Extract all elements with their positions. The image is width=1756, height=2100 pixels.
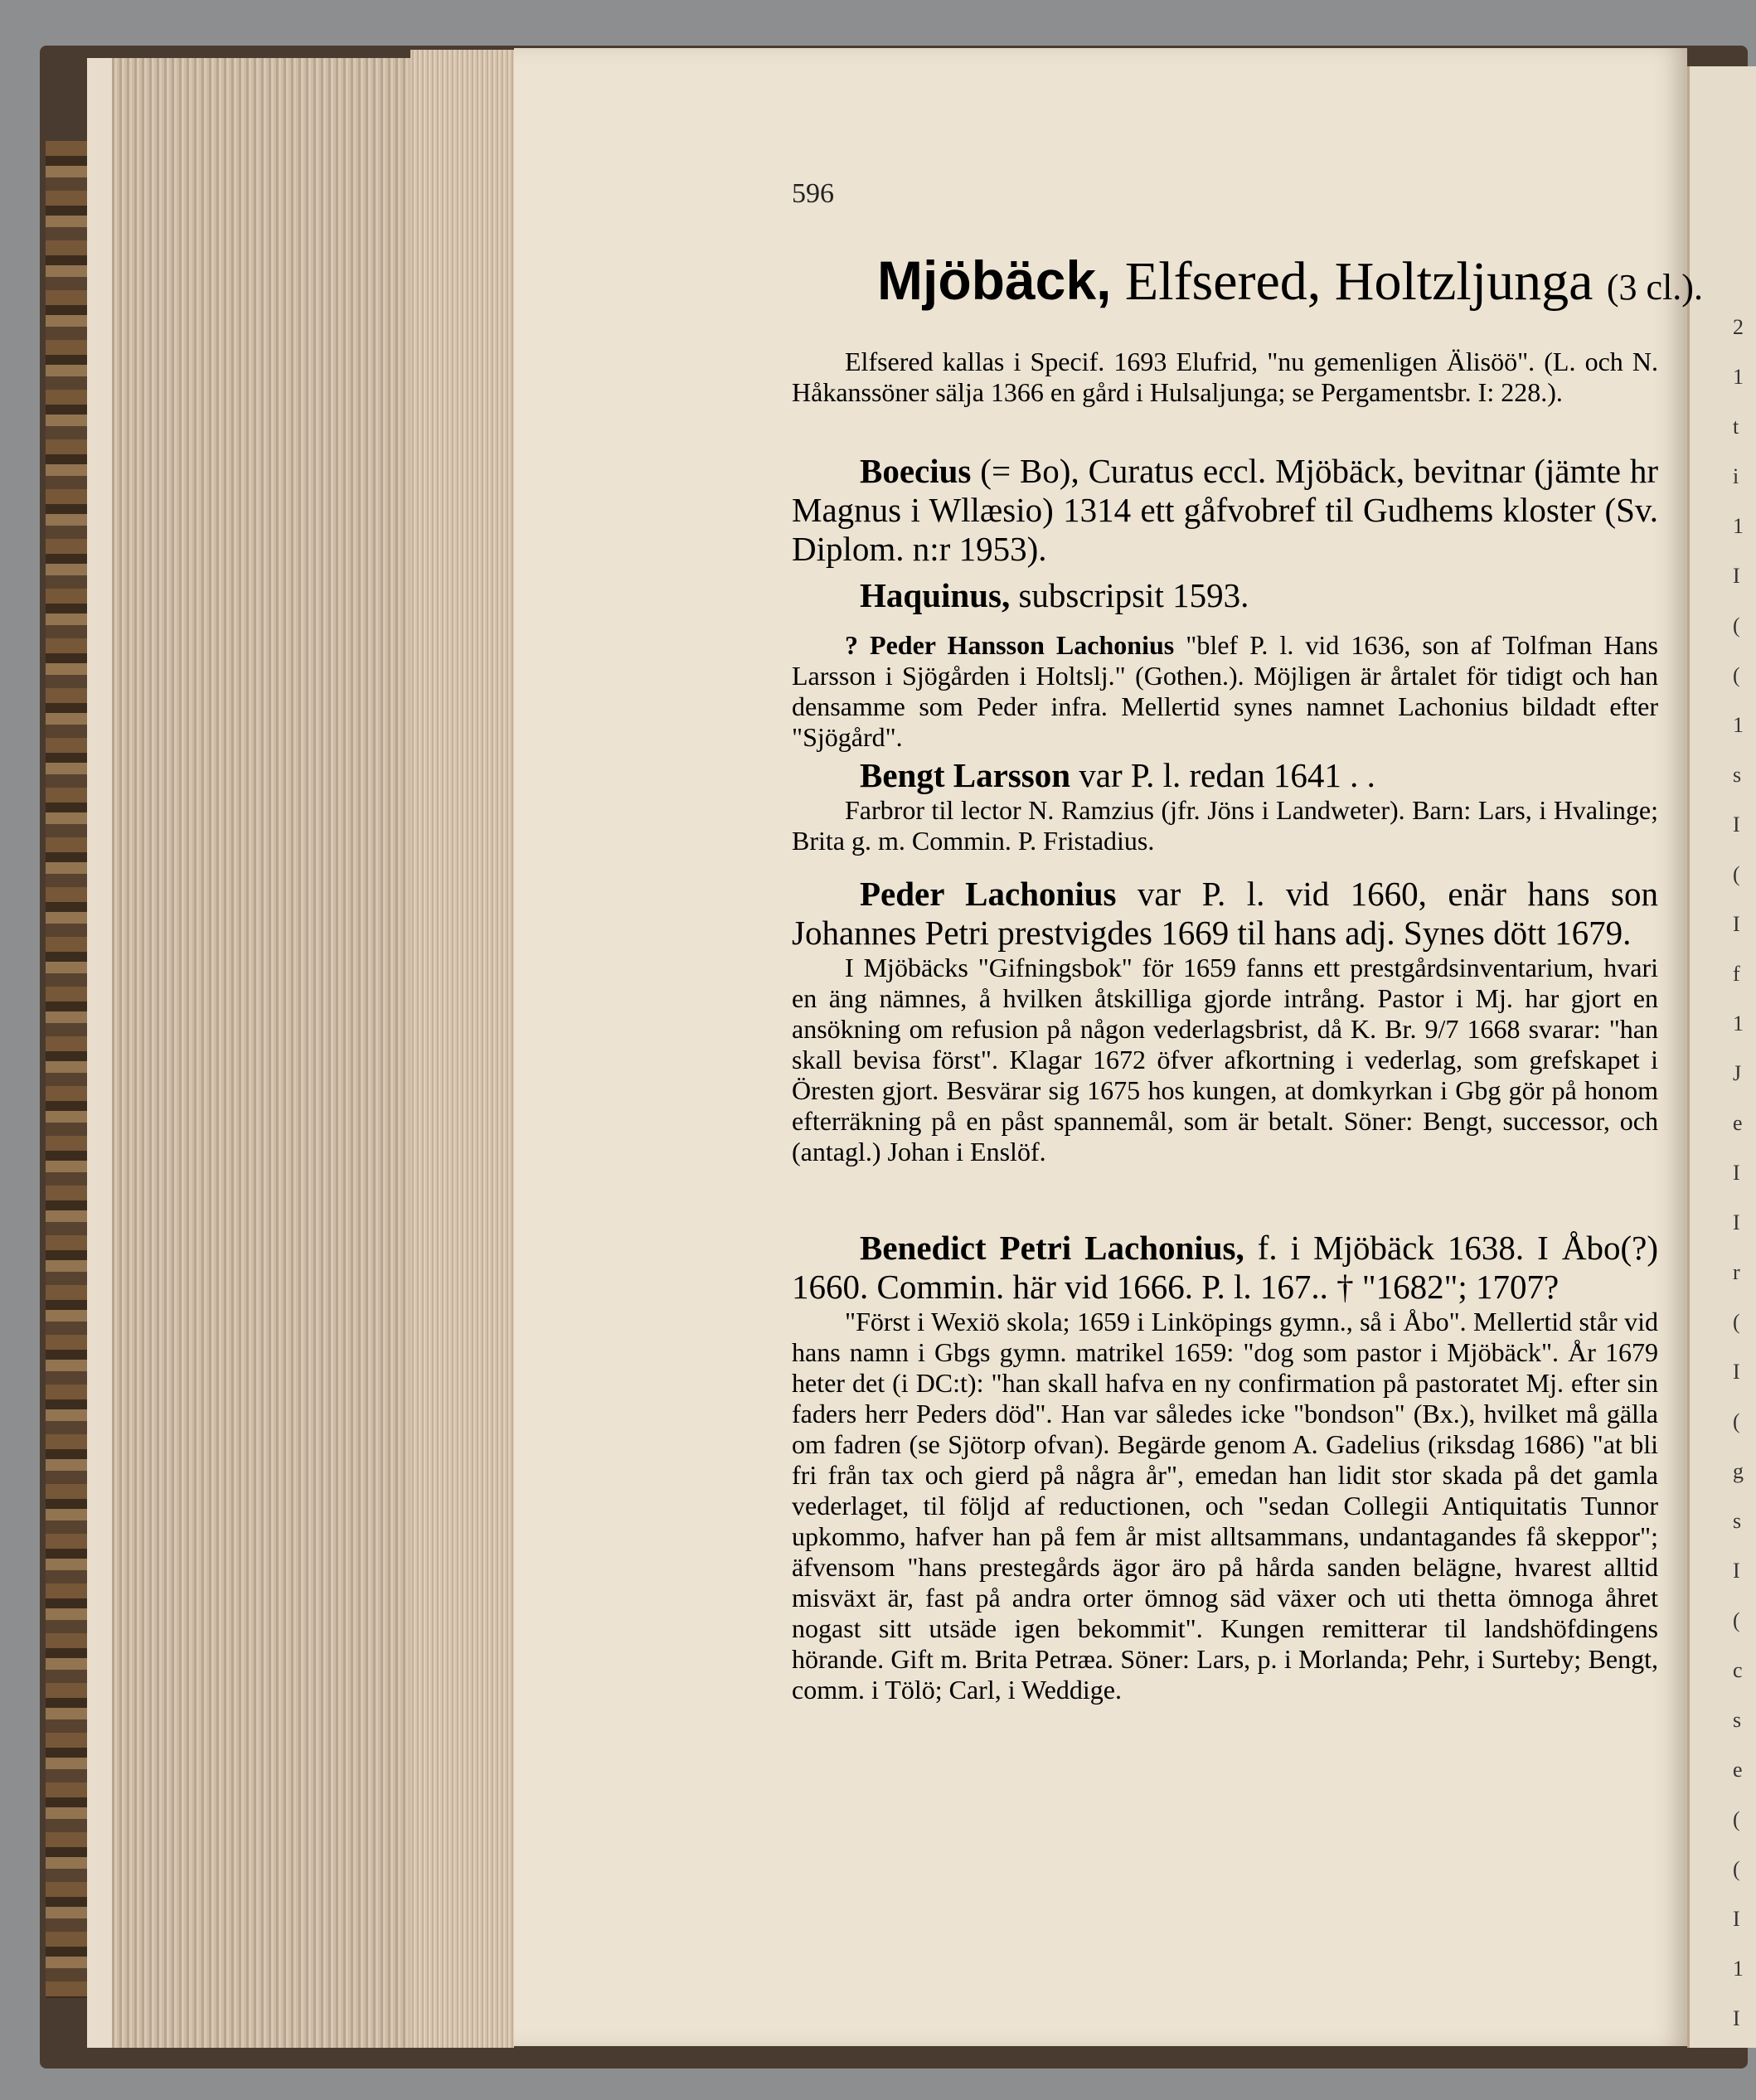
margin-letter: ( — [1733, 1409, 1740, 1433]
heading-places: Elfsered, Holtzljunga — [1111, 251, 1607, 312]
entry-text: var P. l. vid 1660, enär hans son Johannes Petri prestvigdes 1669 til hans adj. Synes dött 1679. — [792, 875, 1658, 952]
margin-letter: 1 — [1733, 514, 1744, 538]
margin-letter: 1 — [1733, 1957, 1744, 1981]
margin-letter: I — [1733, 2006, 1740, 2030]
margin-letter: f — [1733, 962, 1740, 986]
margin-letter: g — [1733, 1459, 1744, 1483]
entry-name: ? Peder Hansson Lachonius — [845, 630, 1175, 660]
margin-letter: ( — [1733, 1608, 1740, 1632]
entry-note: Farbror til lector N. Ramzius (jfr. Jöns i Landweter). Barn: Lars, i Hvalinge; Brita g. m. Commin. P. Fristadius. — [792, 795, 1658, 856]
entry-text: "blef P. l. vid 1636, son af Tolfman Hans Larsson i Sjögården i Holtslj." (Gothen.). Möjligen är årtalet för tidigt och han densamme som Peder infra. Mellertid synes namnet Lachonius bildadt efter "Sjögård". — [792, 630, 1659, 752]
entry-name: Benedict Petri Lachonius, — [860, 1229, 1244, 1267]
margin-letter: I — [1733, 1360, 1740, 1384]
page-stack-left — [87, 58, 410, 2048]
margin-letter: J — [1733, 1061, 1742, 1085]
heading-parish-name: Mjöbäck, — [877, 250, 1112, 311]
margin-letter: 1 — [1733, 365, 1744, 389]
margin-letter: ( — [1733, 1857, 1740, 1881]
margin-letter: s — [1733, 763, 1742, 787]
entry-peder-lachonius — [792, 875, 1658, 1167]
margin-letter: I — [1733, 1907, 1740, 1931]
margin-letter: ( — [1733, 1807, 1740, 1831]
heading-class: (3 cl.). — [1606, 267, 1703, 308]
entry-name: Boecius — [860, 452, 972, 490]
entry-text: f. i Mjöbäck 1638. I Åbo(?) 1660. Commin. här vid 1666. P. l. 167.. † "1682"; 1707? — [792, 1229, 1658, 1306]
margin-letter: c — [1733, 1658, 1743, 1682]
margin-letter: ( — [1733, 663, 1740, 687]
next-page-margin-letters — [1687, 66, 1756, 2048]
entry-bengt-larsson — [792, 756, 1658, 856]
margin-letter: ( — [1733, 1310, 1740, 1334]
margin-letter: ( — [1733, 862, 1740, 886]
entry-text: subscripsit 1593. — [1010, 576, 1249, 614]
page-number: 596 — [792, 178, 834, 209]
margin-letter: I — [1733, 564, 1740, 588]
entry-note: "Först i Wexiö skola; 1659 i Linköpings gymn., så i Åbo". Mellertid står vid hans namn i Gbgs gymn. matrikel 1659: "dog som pastor i Mjöbäck". År 1679 heter det (i DC:t): "han skall hafva en ny confirmation på pastoratet Mj. efter sin faders herr Peders död". Han var således icke "bondson" (Bx.), hvilket må gälla om fadren (se Sjötorp ofvan). Begärde genom A. Gadelius (riksdag 1686) "at bli fri från tax och gierd på några år", emedan han lidit stor skada på det gamla vederlaget, til följd af reductionen, och "sedan Collegii Antiquitatis Tunnor upkommo, hafver han på fem år mist alltsammans, undantagandes få skeppor"; äfvensom "hans prestegårds ägor äro på hårda sanden belägne, hvarest alltid misväxt är, fast på andra orter ömnog säd växer och uti thetta ömnoga åhret nogast sitt utsäde igen bekommit". Kungen remitterar til landshöfdingens hörande. Gift m. Brita Petræa. Söner: Lars, p. i Morlanda; Pehr, i Surteby; Bengt, comm. i Tölö; Carl, i Weddige. — [792, 1307, 1658, 1705]
margin-letter: t — [1733, 415, 1739, 439]
margin-letter: I — [1733, 1210, 1740, 1234]
entry-note: I Mjöbäcks "Gifningsbok" för 1659 fanns ett prestgårdsinventarium, hvari en äng nämnes, å hvilken åtskilliga gjorde intrång. Pastor i Mj. har gjort en ansökning om refusion på någon vederlagsbrist, då K. Br. 9/7 1668 svarar: "han skall bevisa först". Klagar 1672 öfver afkortning i vederlag, som grefskapet i Öresten gjort. Besvärar sig 1675 hos kungen, at domkyrkan i Gbg gör på honom efterräkning på en påst spannemål, som är betalt. Söner: Bengt, successor, och (antagl.) Johan i Enslöf. — [792, 953, 1658, 1166]
entry-text: var P. l. redan 1641 . . — [1070, 756, 1375, 794]
margin-letter: 2 — [1733, 315, 1744, 339]
margin-letter: I — [1733, 1161, 1740, 1185]
margin-letter: I — [1733, 912, 1740, 936]
margin-letter: e — [1733, 1111, 1743, 1135]
margin-letter: e — [1733, 1758, 1743, 1782]
entry-name: Bengt Larsson — [860, 756, 1071, 794]
margin-letter: 1 — [1733, 1011, 1744, 1035]
margin-letter: I — [1733, 1559, 1740, 1583]
entry-boecius — [792, 452, 1658, 569]
entry-benedict-petri — [792, 1229, 1658, 1705]
margin-letter: ( — [1733, 614, 1740, 638]
book-spine — [46, 141, 91, 1998]
entry-name: Peder Lachonius — [860, 875, 1117, 913]
margin-letter: 1 — [1733, 713, 1744, 737]
margin-letter: r — [1733, 1260, 1740, 1284]
margin-letter: I — [1733, 812, 1740, 837]
entry-haquinus — [792, 576, 1658, 615]
entry-peder-hansson — [792, 630, 1658, 753]
margin-letter: s — [1733, 1708, 1742, 1732]
page-gutter — [410, 50, 514, 2048]
page-heading — [877, 249, 1703, 313]
margin-letter: i — [1733, 464, 1739, 488]
margin-letter: s — [1733, 1509, 1742, 1533]
entry-name: Haquinus, — [860, 576, 1011, 614]
entry-text: (= Bo), Curatus eccl. Mjöbäck, bevitnar (jämte hr Magnus i Wllæsio) 1314 ett gåfvobref til Gudhems kloster (Sv. Diplom. n:r 1953). — [792, 452, 1658, 568]
intro-paragraph: Elfsered kallas i Specif. 1693 Elufrid, "nu gemenligen Älisöö". (L. och N. Håkanssöner sälja 1366 en gård i Hulsaljunga; se Pergamentsbr. I: 228.). — [792, 347, 1658, 407]
